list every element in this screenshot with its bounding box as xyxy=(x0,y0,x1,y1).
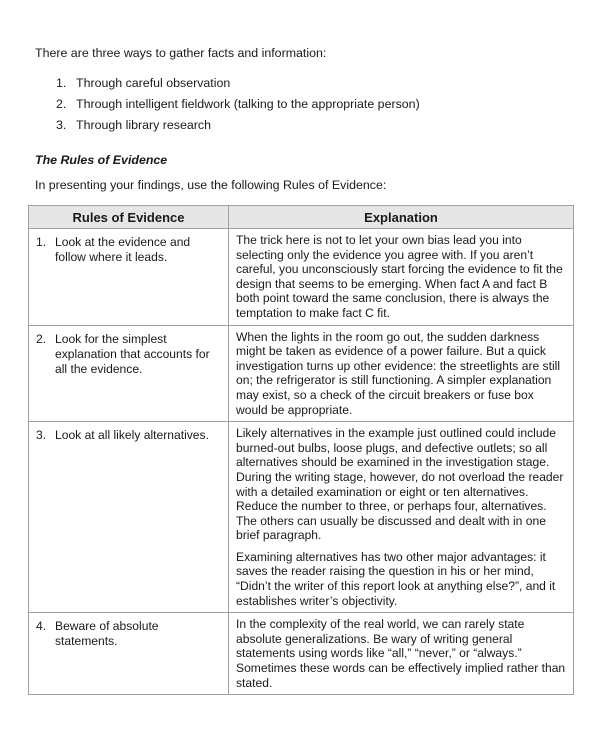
header-rules: Rules of Evidence xyxy=(29,206,229,229)
section-title: The Rules of Evidence xyxy=(35,153,168,167)
explanation-text: Examining alternatives has two other major advantages: it saves the reader raising the question in his or her mind, “Didn’t the writer of this report look at anything else?”, and it establishes writer’s objectivity. xyxy=(236,549,556,608)
rule-text: Beware of absolute statements. xyxy=(55,619,159,649)
explanation-text: In the complexity of the real world, we can rarely state absolute generalizations. Be wary of writing general statements using words like “all,” “never,” or “always.” Sometimes these words can be effectively implied rather than stated. xyxy=(236,617,566,690)
table-row xyxy=(29,422,574,613)
intro-text: There are three ways to gather facts and information: xyxy=(35,46,327,60)
explanation-cell xyxy=(229,422,574,613)
list-item xyxy=(35,75,420,96)
rule-number: 1. xyxy=(36,235,47,249)
rule-number: 3. xyxy=(36,428,47,443)
table-row xyxy=(29,229,574,326)
list-item xyxy=(35,96,420,117)
list-text: Through library research xyxy=(76,118,211,132)
table-row xyxy=(29,325,574,422)
list-item xyxy=(35,117,420,138)
rule-cell xyxy=(29,229,229,326)
list-text: Through careful observation xyxy=(76,76,231,90)
rule-cell xyxy=(29,422,229,613)
table-header-row xyxy=(29,206,574,229)
ways-list xyxy=(35,75,420,138)
rules-table xyxy=(28,205,574,695)
table-row xyxy=(29,613,574,695)
list-number: 3. xyxy=(56,118,67,132)
explanation-text: When the lights in the room go out, the sudden darkness might be taken as evidence of a power failure. But a quick investigation turns up other evidence: the streetlights are still on; the refrigerator is still functioning. A simpler explanation may exist, so a check of the circuit breakers or fuse box would be appropriate. xyxy=(236,329,561,417)
rule-cell xyxy=(29,325,229,422)
header-explanation: Explanation xyxy=(229,206,574,229)
list-number: 1. xyxy=(56,76,67,90)
rule-text: Look at the evidence and follow where it leads. xyxy=(55,235,191,264)
explanation-cell xyxy=(229,613,574,695)
list-text: Through intelligent fieldwork (talking to the appropriate person) xyxy=(76,97,420,111)
rule-cell xyxy=(29,613,229,695)
presenting-text: In presenting your findings, use the following Rules of Evidence: xyxy=(35,178,387,192)
rule-text: Look at all likely alternatives. xyxy=(55,428,209,443)
rule-text: Look for the simplest explanation that accounts for all the evidence. xyxy=(55,331,210,376)
explanation-text: Likely alternatives in the example just outlined could include burned-out bulbs, loose plugs, and defective outlets; so all alternatives should be examined in the investigation stage. During the writing stage, however, do not overload the reader with a detailed examination or eight or ten alternatives. Reduce the number to three, or perhaps four, alternatives. The others can usually be discussed and dealt with in one brief paragraph. xyxy=(236,426,564,543)
list-number: 2. xyxy=(56,97,67,111)
explanation-cell xyxy=(229,325,574,422)
explanation-text: The trick here is not to let your own bias lead you into selecting only the evidence you agree with. If you aren’t careful, you unconsciously start forcing the evidence to fit the design that seems to be emerging. When fact A and fact B both point toward the same conclusion, there is always the temptation to make fact C fit. xyxy=(236,233,563,320)
rule-number: 2. xyxy=(36,331,47,346)
explanation-cell xyxy=(229,229,574,326)
rule-number: 4. xyxy=(36,619,47,634)
